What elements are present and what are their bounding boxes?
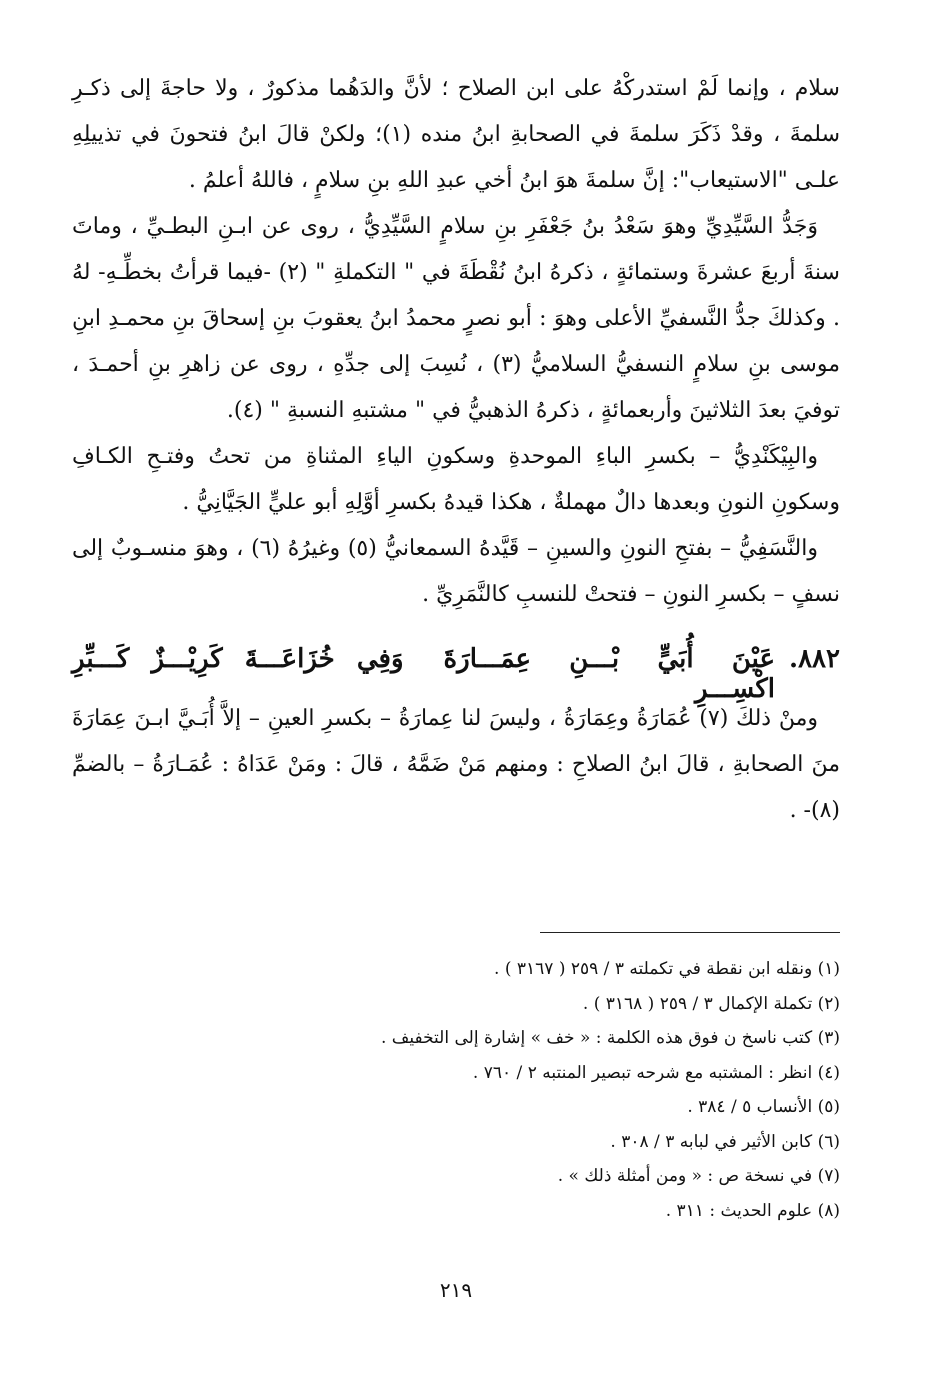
paragraph-umara: ومنْ ذلكَ (٧) عُمَارَةُ وعِمَارَةُ ، وليسَ لنا عِمارَةُ – بكسرِ العينِ – إلاَّ أُبَـيَّ ابـنَ عِمَارَةَ منَ الصحابةِ ، قالَ ابنُ الصلاحِ : ومنهم مَنْ ضَمَّهُ ، قالَ : ومَنْ عَدَاهُ : عُمَـارَةُ – بالضمِّ (٨)- . bbox=[72, 706, 840, 823]
footnote-item: (٥) الأنساب ٥ / ٣٨٤ . bbox=[687, 1097, 840, 1117]
paragraph-baykandi: والبِيْكَنْدِيُّ – بكسرِ الباءِ الموحدةِ وسكونِ الياءِ المثناةِ من تحتُ وفتـحِ الكـافِ وسكونِ النونِ وبعدها دالٌ مهملةٌ ، هكذا قيدهُ بكسرِ أوَّلِهِ أبو عليٍّ الجَيَّانِيُّ . bbox=[72, 444, 840, 515]
book-page bbox=[72, 66, 840, 1356]
footnote-item: (١) ونقله ابن نقطة في تكملته ٣ / ٢٥٩ ( ٣١٦٧ ) . bbox=[494, 959, 840, 979]
footnote-item: (٣) كتب ناسخ ن فوق هذه الكلمة : « خف » إشارة إلى التخفيف . bbox=[380, 1028, 840, 1048]
paragraph-sayyidi: وَجَدُّ السَّيِّدِيِّ وهوَ سَعْدُ بنُ جَعْفَرِ بنِ سلامٍ السَّيِّدِيُّ ، روى عن ابـنِ البطـيِّ ، وماتَ سنةَ أربعَ عشرةَ وستمائةٍ ، ذكرهُ ابنُ نُقْطَةَ في " التكملةِ " (٢) -فيما قرأتُ بخطِّـهِ- لهُ . وكذلكَ جدُّ النَّسفيِّ الأعلى وهوَ : أبو نصرٍ محمدُ ابنُ يعقوبَ بنِ إسحاقَ بنِ محمـدِ ابنِ موسى بنِ سلامٍ النسفيُّ السلاميُّ (٣) ، نُسِبَ إلى جدِّهِ ، روى عن زاهرِ بنِ أحمـدَ ، توفيَ بعدَ الثلاثينَ وأربعمائةٍ ، ذكرهُ الذهبيُّ في " مشتبهِ النسبةِ " (٤). bbox=[72, 214, 840, 423]
verse-hemistich-first: عَيْنَ أُبَيٍّ بْـــنِ عِمَـــارَةَ اكْسِـــرِ bbox=[443, 644, 776, 704]
verse-number: ٨٨٢. bbox=[789, 644, 840, 674]
footnotes-list bbox=[72, 952, 840, 1228]
footnote-item: (٢) تكملة الإكمال ٣ / ٢٥٩ ( ٣١٦٨ ) . bbox=[582, 993, 840, 1014]
footnote-item: (٦) كابن الأثير في لبابه ٣ / ٣٠٨ . bbox=[610, 1131, 840, 1152]
page-number: ٢١٩ bbox=[439, 1278, 473, 1302]
verse-hemistich-second: وَفِي خُزَاعَـــةَ كَرِيْـــزٌ كَـــبِّرِ bbox=[72, 644, 404, 674]
paragraph-salam: سلام ، وإنما لَمْ استدركْهُ على ابن الصلاح ؛ لأنَّ والدَهُما مذكورٌ ، ولا حاجةَ إلى ذكـرِ سلمةَ ، وقدْ ذَكَرَ سلمةَ في الصحابةِ ابنُ منده (١)؛ ولكنْ قالَ ابنُ فتحونَ في تذييلِهِ علـى "الاستيعاب": إنَّ سلمةَ هوَ ابنُ أخي عبدِ اللهِ بنِ سلامٍ ، فاللهُ أعلمُ . bbox=[72, 76, 841, 193]
footnote-item: (٤) انظر : المشتبه مع شرحه تبصير المنتبه ٢ / ٧٦٠ . bbox=[472, 1062, 840, 1083]
footnote-item: (٨) علوم الحديث : ٣١١ . bbox=[665, 1200, 840, 1221]
footnote-separator-line bbox=[540, 932, 840, 933]
verse-line bbox=[72, 644, 840, 704]
footnote-item: (٧) في نسخة ص : « ومن أمثلة ذلك » . bbox=[557, 1166, 840, 1186]
paragraph-nasafi: والنَّسَفِيُّ – بفتحِ النونِ والسينِ – قَيَّدهُ السمعانيُّ (٥) وغيرُهُ (٦) ، وهوَ منسـوبٌ إلى نسفٍ – بكسرِ النونِ – فتحتْ للنسبِ كالنَّمَرِيِّ . bbox=[72, 536, 840, 607]
